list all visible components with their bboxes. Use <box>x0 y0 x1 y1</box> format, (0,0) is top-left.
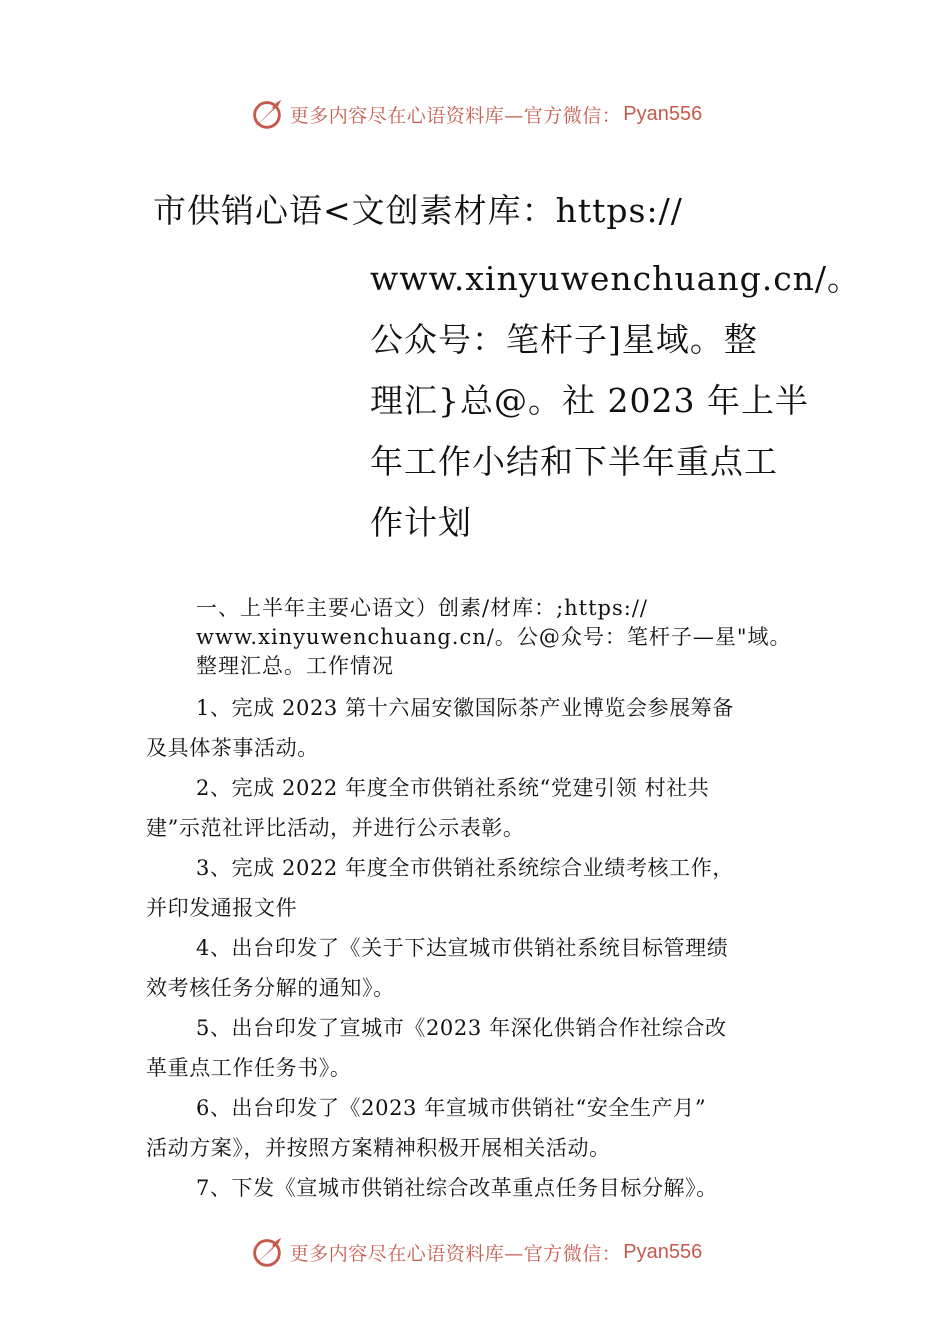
list-item: 1、完成 2023 第十六届安徽国际茶产业博览会参展筹备 及具体茶事活动。 <box>146 696 734 760</box>
banner-wechat-id: Pyan556 <box>623 102 703 125</box>
header-banner <box>0 94 950 134</box>
list-item: 6、出台印发了《2023 年宣城市供销社“安全生产月” 活动方案》，并按照方案精神积极开展相关活动。 <box>146 1096 707 1160</box>
footer-banner <box>0 1232 950 1272</box>
list-item: 4、出台印发了《关于下达宣城市供销社系统目标管理绩 效考核任务分解的通知》。 <box>146 936 729 1000</box>
document-title-line-4: 理汇}总@。社 2023 年上半 <box>370 381 809 420</box>
section-heading-line-1: 一、上半年主要心语文）创素/材库：;https:// <box>196 596 648 620</box>
banner-wechat-id: Pyan556 <box>623 1240 703 1263</box>
banner-text: 更多内容尽在心语资料库—官方微信： <box>289 104 622 127</box>
document-title-line-3: 公众号：笔杆子]星域。整 <box>370 320 758 359</box>
banner-text: 更多内容尽在心语资料库—官方微信： <box>289 1242 622 1265</box>
section-heading <box>196 594 816 681</box>
document-title-line-2: www.xinyuwenchuang.cn/。 <box>370 259 862 298</box>
document-title-line-6: 作计划 <box>370 503 472 542</box>
document-title-continuation <box>370 248 862 553</box>
section-heading-line-3: 整理汇总。工作情况 <box>196 654 394 678</box>
quill-pen-logo-icon <box>248 1233 286 1271</box>
list-item: 5、出台印发了宣城市《2023 年深化供销合作社综合改 革重点工作任务书》。 <box>146 1016 727 1080</box>
section-heading-line-2: www.xinyuwenchuang.cn/。公@众号：笔杆子—星"域。 <box>196 625 792 649</box>
list-item: 7、下发《宣城市供销社综合改革重点任务目标分解》。 <box>196 1176 718 1200</box>
list-item: 3、完成 2022 年度全市供销社系统综合业绩考核工作， 并印发通报文件 <box>146 856 734 920</box>
work-items-list <box>146 688 812 1208</box>
document-title-line-5: 年工作小结和下半年重点工 <box>370 442 778 481</box>
document-title-line-1: 市供销心语<文创素材库：https:// <box>153 191 683 230</box>
quill-pen-logo-icon <box>248 95 286 133</box>
list-item: 2、完成 2022 年度全市供销社系统“党建引领 村社共 建”示范社评比活动，并进行公示表彰。 <box>146 776 710 840</box>
